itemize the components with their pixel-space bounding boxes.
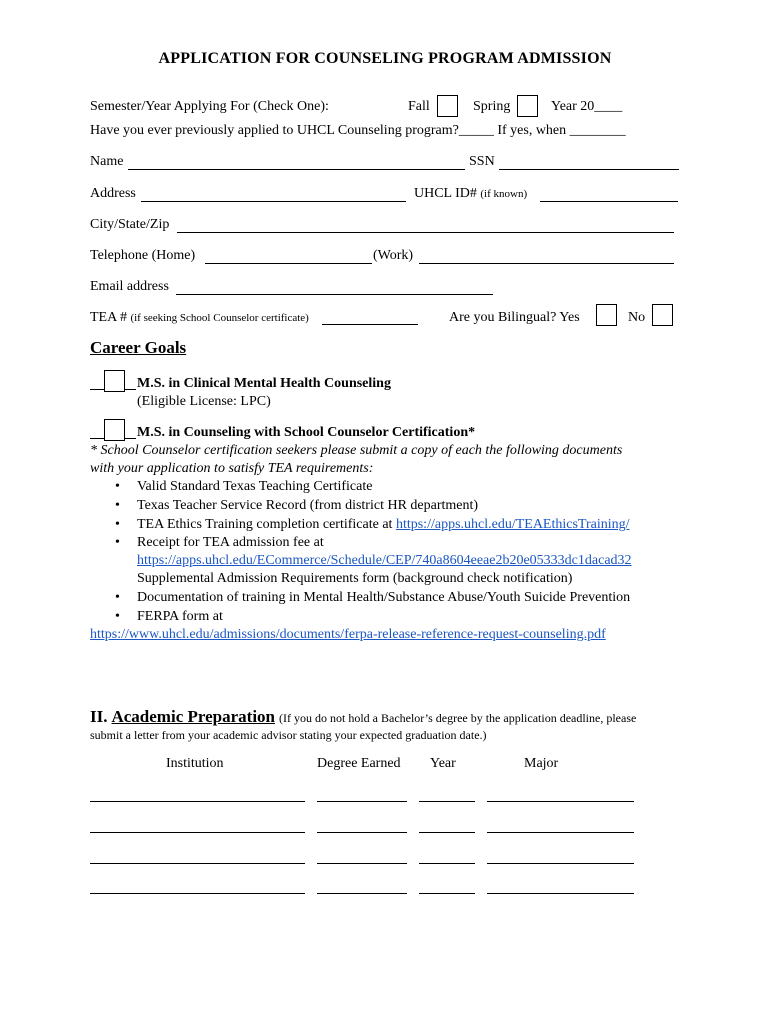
- city-label: City/State/Zip: [90, 217, 170, 232]
- telephone-home-label: Telephone (Home): [90, 248, 196, 263]
- page-title: APPLICATION FOR COUNSELING PROGRAM ADMISSION: [158, 50, 612, 67]
- bullet-icon: •: [115, 590, 120, 605]
- requirement-item: Documentation of training in Mental Health/Substance Abuse/Youth Suicide Prevention: [137, 590, 631, 605]
- major-field[interactable]: [487, 832, 634, 833]
- spring-label: Spring: [473, 99, 511, 114]
- academic-heading-text: Academic Preparation: [111, 707, 275, 726]
- bullet-icon: •: [115, 535, 120, 550]
- bullet-icon: •: [115, 498, 120, 513]
- option2-underline-left: [90, 438, 104, 439]
- ethics-training-link[interactable]: https://apps.uhcl.edu/TEAEthicsTraining/: [395, 517, 630, 532]
- column-header-institution: Institution: [166, 756, 224, 771]
- certification-note-line1: * School Counselor certification seekers please submit a copy of each the following documents: [90, 443, 623, 458]
- requirement-item: FERPA form at: [137, 609, 223, 624]
- bilingual-no-checkbox[interactable]: [652, 304, 673, 326]
- degree-field[interactable]: [317, 832, 407, 833]
- option1-checkbox[interactable]: [104, 370, 125, 392]
- column-header-major: Major: [524, 756, 559, 771]
- option1-sub: (Eligible License: LPC): [137, 394, 271, 409]
- ethics-text: TEA Ethics Training completion certificate at: [137, 517, 396, 532]
- uhcl-id-text: UHCL ID#: [414, 186, 477, 201]
- bullet-icon: •: [115, 479, 120, 494]
- certification-note-line2: with your application to satisfy TEA requirements:: [90, 461, 374, 476]
- option2-checkbox[interactable]: [104, 419, 125, 441]
- option1-underline-right: [125, 389, 136, 390]
- bilingual-label: Are you Bilingual? Yes: [449, 310, 580, 325]
- requirement-item: Valid Standard Texas Teaching Certificate: [137, 479, 373, 494]
- major-field[interactable]: [487, 893, 634, 894]
- ssn-field[interactable]: [499, 169, 679, 170]
- institution-field[interactable]: [90, 801, 305, 802]
- admission-fee-link[interactable]: https://apps.uhcl.edu/ECommerce/Schedule/CEP/740a8604eeae2b20e05333dc1dacad32: [137, 553, 632, 568]
- column-header-degree: Degree Earned: [317, 756, 401, 771]
- degree-field[interactable]: [317, 863, 407, 864]
- telephone-work-field[interactable]: [419, 263, 674, 264]
- requirement-item: [137, 517, 630, 533]
- uhcl-id-label: [414, 186, 527, 202]
- fall-label: Fall: [408, 99, 430, 114]
- name-field[interactable]: [128, 169, 465, 170]
- year-field[interactable]: [419, 863, 475, 864]
- career-goals-heading: Career Goals: [90, 338, 187, 357]
- semester-label: Semester/Year Applying For (Check One):: [90, 99, 329, 114]
- name-label: Name: [90, 154, 124, 169]
- year-field[interactable]: Year 20____: [551, 99, 623, 114]
- uhcl-id-field[interactable]: [540, 201, 678, 202]
- address-label: Address: [90, 186, 136, 201]
- institution-field[interactable]: [90, 863, 305, 864]
- option2-underline-right: [125, 438, 136, 439]
- bilingual-no-label: No: [628, 310, 646, 325]
- academic-heading: [90, 707, 636, 727]
- email-label: Email address: [90, 279, 169, 294]
- option1-title: M.S. in Clinical Mental Health Counseling: [137, 376, 391, 391]
- institution-field[interactable]: [90, 893, 305, 894]
- major-field[interactable]: [487, 863, 634, 864]
- uhcl-id-note: (if known): [480, 188, 528, 200]
- year-field[interactable]: [419, 832, 475, 833]
- previous-application-question[interactable]: Have you ever previously applied to UHCL Counseling program?_____ If yes, when ________: [90, 123, 626, 138]
- major-field[interactable]: [487, 801, 634, 802]
- year-field[interactable]: [419, 893, 475, 894]
- bullet-icon: •: [115, 517, 120, 532]
- spring-checkbox[interactable]: [517, 95, 538, 117]
- ssn-label: SSN: [469, 154, 495, 169]
- section-numeral: II.: [90, 707, 108, 726]
- fall-checkbox[interactable]: [437, 95, 458, 117]
- bullet-icon: •: [115, 609, 120, 624]
- telephone-home-field[interactable]: [205, 263, 372, 264]
- address-field[interactable]: [141, 201, 406, 202]
- email-field[interactable]: [176, 294, 493, 295]
- option1-underline-left: [90, 389, 104, 390]
- tea-label: [90, 310, 309, 326]
- tea-note: (if seeking School Counselor certificate): [130, 312, 309, 324]
- degree-field[interactable]: [317, 893, 407, 894]
- option2-title: M.S. in Counseling with School Counselor Certification*: [137, 425, 476, 440]
- institution-field[interactable]: [90, 832, 305, 833]
- bilingual-yes-checkbox[interactable]: [596, 304, 617, 326]
- tea-field[interactable]: [322, 324, 418, 325]
- column-header-year: Year: [430, 756, 456, 771]
- telephone-work-label: (Work): [373, 248, 414, 263]
- requirement-item: Receipt for TEA admission fee at: [137, 535, 324, 550]
- city-field[interactable]: [177, 232, 674, 233]
- supplemental-form-text: Supplemental Admission Requirements form (background check notification): [137, 571, 573, 586]
- ferpa-form-link[interactable]: https://www.uhcl.edu/admissions/documents/ferpa-release-reference-request-counseling.pdf: [90, 627, 606, 642]
- academic-note-line1: (If you do not hold a Bachelor’s degree by the application deadline, please: [279, 711, 637, 725]
- year-field[interactable]: [419, 801, 475, 802]
- academic-note-line2: submit a letter from your academic advisor stating your expected graduation date.): [90, 728, 487, 742]
- degree-field[interactable]: [317, 801, 407, 802]
- requirement-item: Texas Teacher Service Record (from district HR department): [137, 498, 479, 513]
- tea-text: TEA #: [90, 310, 127, 325]
